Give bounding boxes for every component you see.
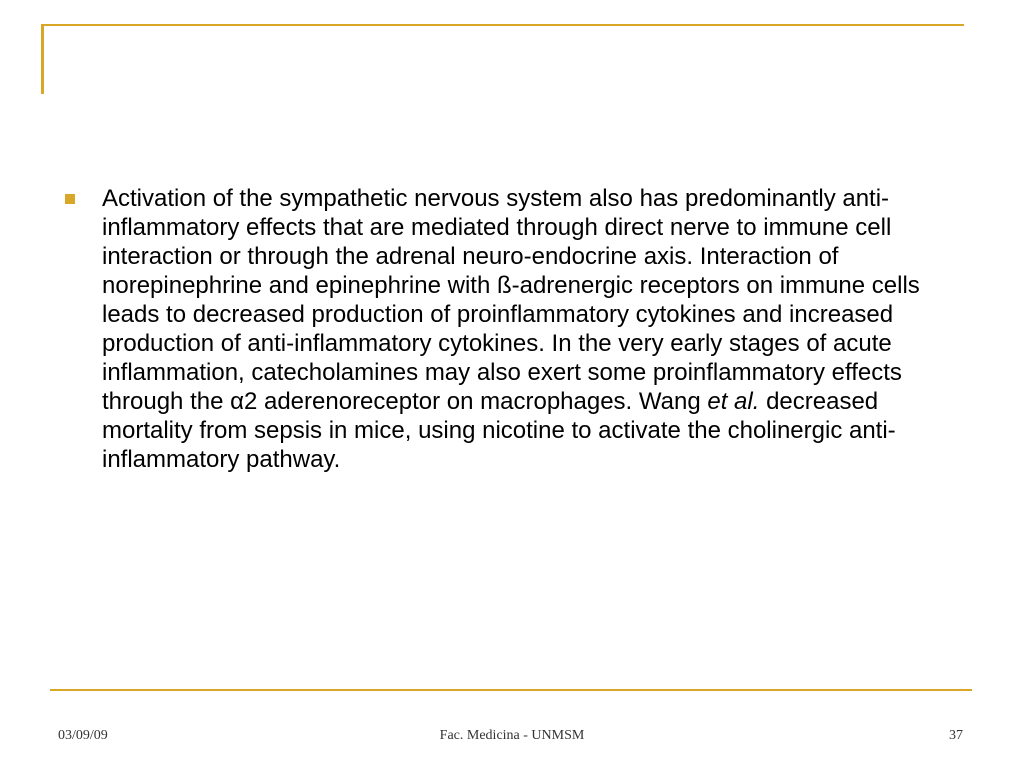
- square-bullet-icon: [65, 194, 75, 204]
- footer-date: 03/09/09: [58, 728, 108, 743]
- footer-page-number: 37: [949, 728, 963, 743]
- bullet-text-part-2: decreased mortality from sepsis in mice, using nicotine to activate the cholinergic anti-inflammatory pathway.: [102, 388, 896, 473]
- bullet-text-italic: et al.: [707, 388, 760, 415]
- footer-center-text: Fac. Medicina - UNMSM: [439, 728, 585, 743]
- bullet-item: [60, 184, 960, 474]
- footer-divider: [50, 689, 972, 691]
- bullet-text-part-1: Activation of the sympathetic nervous system also has predominantly anti-inflammatory effects that are mediated through direct nerve to immune cell interaction or through the adrenal neuro-endocrine axis. Interaction of norepinephrine and epinephrine with ß-adrenergic receptors on immune cells leads to decreased production of proinflammatory cytokines and increased production of anti-inflammatory cytokines. In the very early stages of acute inflammation, catecholamines may also exert some proinflammatory effects through the α2 aderenoreceptor on macrophages. Wang: [102, 185, 920, 415]
- top-accent-line: [42, 24, 964, 26]
- bullet-text: [102, 184, 960, 474]
- slide-body: [60, 184, 960, 474]
- left-accent-line: [41, 24, 44, 94]
